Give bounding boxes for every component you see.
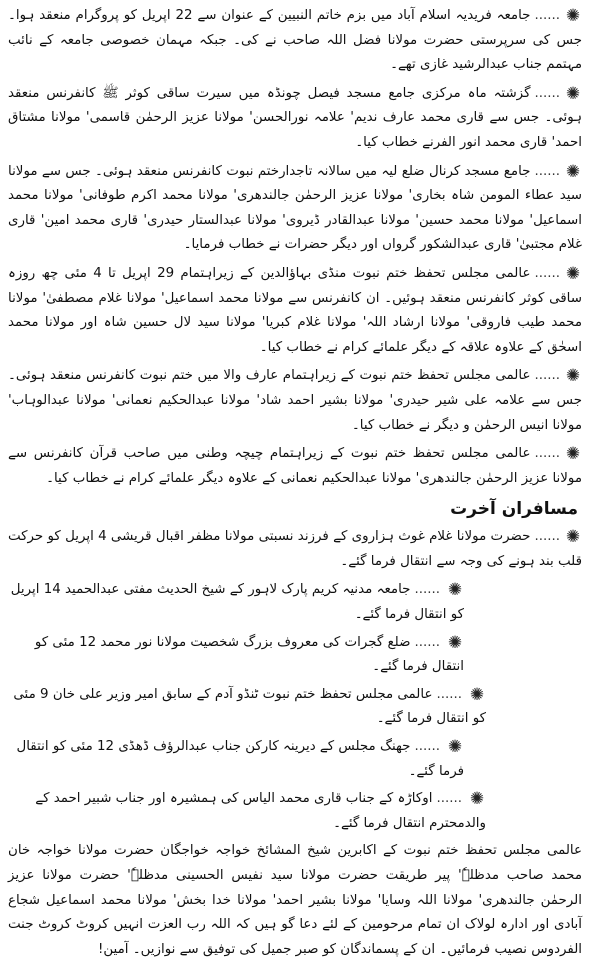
leader-dots: ...... (436, 791, 462, 807)
flower-ornament-icon: ✺ (565, 444, 581, 465)
obituary-item (8, 578, 582, 627)
news-paragraph-5 (8, 364, 582, 438)
leader-dots: ...... (534, 265, 560, 281)
paragraph-text: حضرت مولانا غلام غوث ہزاروی کے فرزند نسبتی مولانا مظفر اقبال قریشی 4 اپریل کو حرکت قلب بند ہونے کی وجہ سے انتقال فرما گئے۔ (8, 529, 582, 569)
news-paragraph-3 (8, 160, 582, 258)
leader-dots: ...... (436, 686, 462, 702)
paragraph-text: عالمی مجلس تحفظ ختم نبوت کے زیراہتمام چیچہ وطنی میں صاحب قرآن کانفرنس سے مولانا عزیز الرحمٰن جالندھری' مولانا عبدالحکیم نعمانی کے علاوہ دیگر علمائے کرام نے خطاب کیا۔ (8, 446, 582, 486)
paragraph-text: عالمی مجلس تحفظ ختم نبوت کے زیراہتمام عارف والا میں ختم نبوت کانفرنس منعقد ہوئی۔ جس سے علامہ علی شیر حیدری' مولانا بشیر احمد شاد' مولانا عبدالحکیم نعمانی' مولانا عبدالوہاب' مولانا انیس الرحمٰن و دیگر نے خطاب کیا۔ (8, 368, 582, 433)
news-paragraph-4 (8, 262, 582, 360)
news-paragraph-2 (8, 82, 582, 156)
section-heading: مسافران آخرت (450, 499, 578, 520)
flower-ornament-icon: ✺ (565, 6, 581, 26)
obituary-text: جامعہ مدنیہ کریم پارک لاہور کے شیخ الحدیث مفتی عبدالحمید 14 اپریل کو انتقال فرما گئے۔ (10, 582, 464, 623)
leader-dots: ...... (534, 368, 560, 384)
news-paragraph-6 (8, 442, 582, 491)
leader-dots: ...... (534, 446, 560, 462)
leader-dots: ...... (534, 8, 560, 23)
obituary-item (8, 683, 582, 732)
flower-ornament-icon: ✺ (447, 632, 463, 653)
flower-ornament-icon: ✺ (565, 263, 581, 284)
paragraph-text: جامع مسجد کرنال ضلع لیہ میں سالانہ تاجدارختم نبوت کانفرنس منعقد ہوئی۔ جس سے مولانا سید عطاء المومن شاہ بخاری' مولانا عزیز الرحمٰن جالندھری' مولانا محمد اکرم طوفانی' مولانا محمد اسماعیل' مولانا محمد حسین' مولانا عبدالقادر ڈیروی' مولانا عبدالستار حیدری' قاری محمد امین' قاری غلام مجتبیٰ' قاری عبدالشکور گرواں اور دیگر حضرات نے خطاب فرمایا۔ (8, 163, 582, 253)
paragraph-text: جامعہ فریدیہ اسلام آباد میں بزم خاتم النبیین کے عنوان سے 22 اپریل کو پروگرام منعقد ہوا۔ جس کی سرپرستی حضرت مولانا فضل اللہ صاحب نے کی۔ جبکہ مہمان خصوصی جامعہ کے نائب مہتمم جناب عبدالرشید غازی تھے۔ (8, 8, 582, 73)
obituary-text: عالمی مجلس تحفظ ختم نبوت ٹنڈو آدم کے سابق امیر وزیر علی خان 9 مئی کو انتقال فرما گئے۔ (13, 686, 486, 727)
obituary-item (8, 631, 582, 680)
news-paragraph-1 (8, 4, 582, 78)
paragraph-text: عالمی مجلس تحفظ ختم نبوت منڈی بہاؤالدین کے زیراہتمام 29 اپریل تا 4 مئی چھ روزہ ساقی کوثر کانفرنس منعقد ہوئیں۔ ان کانفرنس سے مولانا محمد اسماعیل' مولانا غلام مصطفیٰ' مولانا محمد طیب فاروقی' مولانا ارشاد اللہ' مولانا غلام کبریا' مولانا سید لال حسین شاہ اور مولانا محمد اسحٰق کے علاوہ علاقہ کے دیگر علمائے کرام نے خطاب کیا۔ (8, 265, 582, 355)
leader-dots: ...... (534, 85, 560, 101)
obituary-item (8, 787, 582, 836)
leader-dots: ...... (414, 582, 440, 598)
flower-ornament-icon: ✺ (447, 580, 463, 601)
leader-dots: ...... (534, 529, 560, 545)
obituary-text: اوکاڑہ کے جناب قاری محمد الیاس کی ہمشیرہ اور جناب شبیر احمد کے والدمحترم انتقال فرما گئے۔ (35, 791, 486, 831)
obituary-item (8, 735, 582, 784)
leader-dots: ...... (534, 163, 560, 179)
flower-ornament-icon: ✺ (447, 737, 463, 758)
closing-prayer: عالمی مجلس تحفظ ختم نبوت کے اکابرین شیخ المشائخ خواجہ خواجگان حضرت مولانا خواجہ خان محمد صاحب مدظلہٗ' پیر طریقت حضرت مولانا سید نفیس الحسینی مدظلہٗ' حضرت مولانا عزیز الرحمٰن جالندھری' مولانا اللہ وسایا' مولانا بشیر احمد' مولانا خدا بخش' مولانا محمد اسماعیل شجاع آبادی اور ادارہ لولاک ان تمام مرحومین کے لئے دعا گو ہیں کہ اللہ رب العزت انہیں کروٹ کروٹ جنت الفردوس نصیب فرمائیں۔ ان کے پسماندگان کو صبر جمیل کی توفیق سے نوازیں۔ آمین! (8, 843, 582, 957)
leader-dots: ...... (414, 739, 440, 755)
obituary-text: جھنگ مجلس کے دیرینہ کارکن جناب عبدالرؤف ڈھڈی 12 مئی کو انتقال فرما گئے۔ (16, 739, 464, 779)
obituary-intro (8, 525, 582, 574)
flower-ornament-icon: ✺ (565, 527, 581, 548)
leader-dots: ...... (414, 634, 440, 650)
flower-ornament-icon: ✺ (565, 161, 581, 182)
obituary-text: ضلع گجرات کی معروف بزرگ شخصیت مولانا نور محمد 12 مئی کو انتقال فرما گئے۔ (34, 634, 464, 675)
flower-ornament-icon: ✺ (565, 366, 581, 387)
paragraph-text: گزشتہ ماہ مرکزی جامع مسجد فیصل چونڈہ میں سیرت ساقی کوثر ﷺ کانفرنس منعقد ہوئی۔ جس سے قاری محمد عارف ندیم' علامہ نورالحسن' مولانا عزیز الرحمٰن قاسمی' مولانا مشتاق احمد' قاری محمد انور الفرنے خطاب کیا۔ (8, 85, 582, 150)
flower-ornament-icon: ✺ (469, 789, 485, 810)
flower-ornament-icon: ✺ (469, 684, 485, 705)
flower-ornament-icon: ✺ (565, 83, 581, 104)
